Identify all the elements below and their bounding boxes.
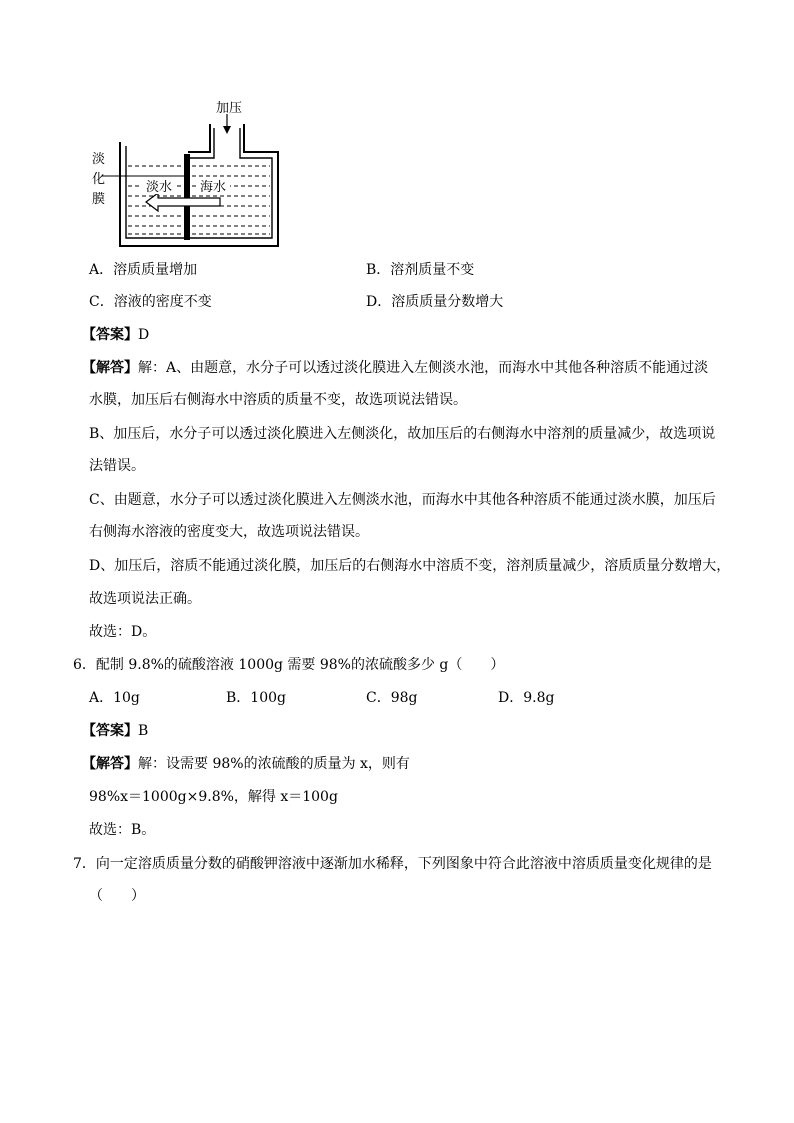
q5-explain-line-2: 水膜，加压后右侧海水中溶质的质量不变，故选项说法错误。 [89, 392, 467, 408]
q5-explain-line-8: 故选项说法正确。 [89, 591, 201, 607]
label-sea-water: 海水 [200, 180, 227, 195]
q7-stem-cont: （ ） [89, 888, 145, 904]
q6-answer [82, 722, 148, 740]
explain-tag: 【解答】 [82, 360, 138, 376]
q6-option-d: D．9.8g [498, 690, 555, 706]
q5-explain-line-1: 【解答】解：A、由题意，水分子可以透过淡化膜进入左侧淡水池，而海水中其他各种溶质不能通过淡 [82, 360, 709, 376]
label-membrane-1: 淡 [92, 152, 106, 167]
q5-explain-line-3: B、加压后，水分子可以透过淡化膜进入左侧淡化，故加压后的右侧海水中溶剂的质量减少，故选项说 [89, 426, 716, 442]
desalination-diagram [88, 96, 288, 248]
q5-option-d: D．溶质质量分数增大 [366, 294, 504, 310]
answer-value: D [138, 327, 150, 343]
explain-tag: 【解答】 [82, 756, 138, 772]
q6-explain-line-1: 【解答】解：设需要 98%的浓硫酸的质量为 x，则有 [82, 756, 410, 772]
answer-tag: 【答案】 [82, 327, 138, 343]
q6-stem: 6．配制 9.8%的硫酸溶液 1000g 需要 98%的浓硫酸多少 g（ ） [73, 657, 505, 673]
q5-explain-line-4: 法错误。 [89, 458, 145, 474]
q5-option-a: A．溶质质量增加 [89, 262, 198, 278]
label-fresh-water: 淡水 [146, 180, 173, 195]
label-membrane-3: 膜 [92, 192, 106, 207]
answer-tag: 【答案】 [82, 723, 138, 739]
q6-explain-line-2: 98%x＝1000g×9.8%，解得 x＝100g [89, 789, 338, 805]
label-membrane-2: 化 [92, 172, 106, 187]
answer-value: B [138, 723, 149, 739]
q5-explain-line-9: 故选：D。 [89, 624, 157, 640]
q6-option-c: C．98g [366, 690, 418, 706]
q6-explain-line-3: 故选：B。 [89, 822, 156, 838]
q5-option-c: C．溶液的密度不变 [89, 294, 212, 310]
q5-explain-line-7: D、加压后，溶质不能通过淡化膜，加压后的右侧海水中溶质不变，溶剂质量减少，溶质质量分数增大， [89, 558, 731, 574]
q5-explain-line-5: C、由题意，水分子可以透过淡化膜进入左侧淡水池，而海水中其他各种溶质不能通过淡水膜，加压后 [89, 492, 716, 508]
q5-explain-line-6: 右侧海水溶液的密度变大，故选项说法错误。 [89, 524, 369, 540]
q5-option-b: B．溶剂质量不变 [366, 262, 475, 278]
q5-answer [82, 326, 149, 344]
q6-option-a: A．10g [89, 690, 140, 706]
label-pressure: 加压 [216, 101, 243, 116]
q6-option-b: B．100g [226, 690, 286, 706]
q7-stem: 7．向一定溶质质量分数的硝酸钾溶液中逐渐加水稀释，下列图象中符合此溶液中溶质质量变化规律的是 [73, 856, 712, 872]
tank-diagram [88, 96, 288, 248]
